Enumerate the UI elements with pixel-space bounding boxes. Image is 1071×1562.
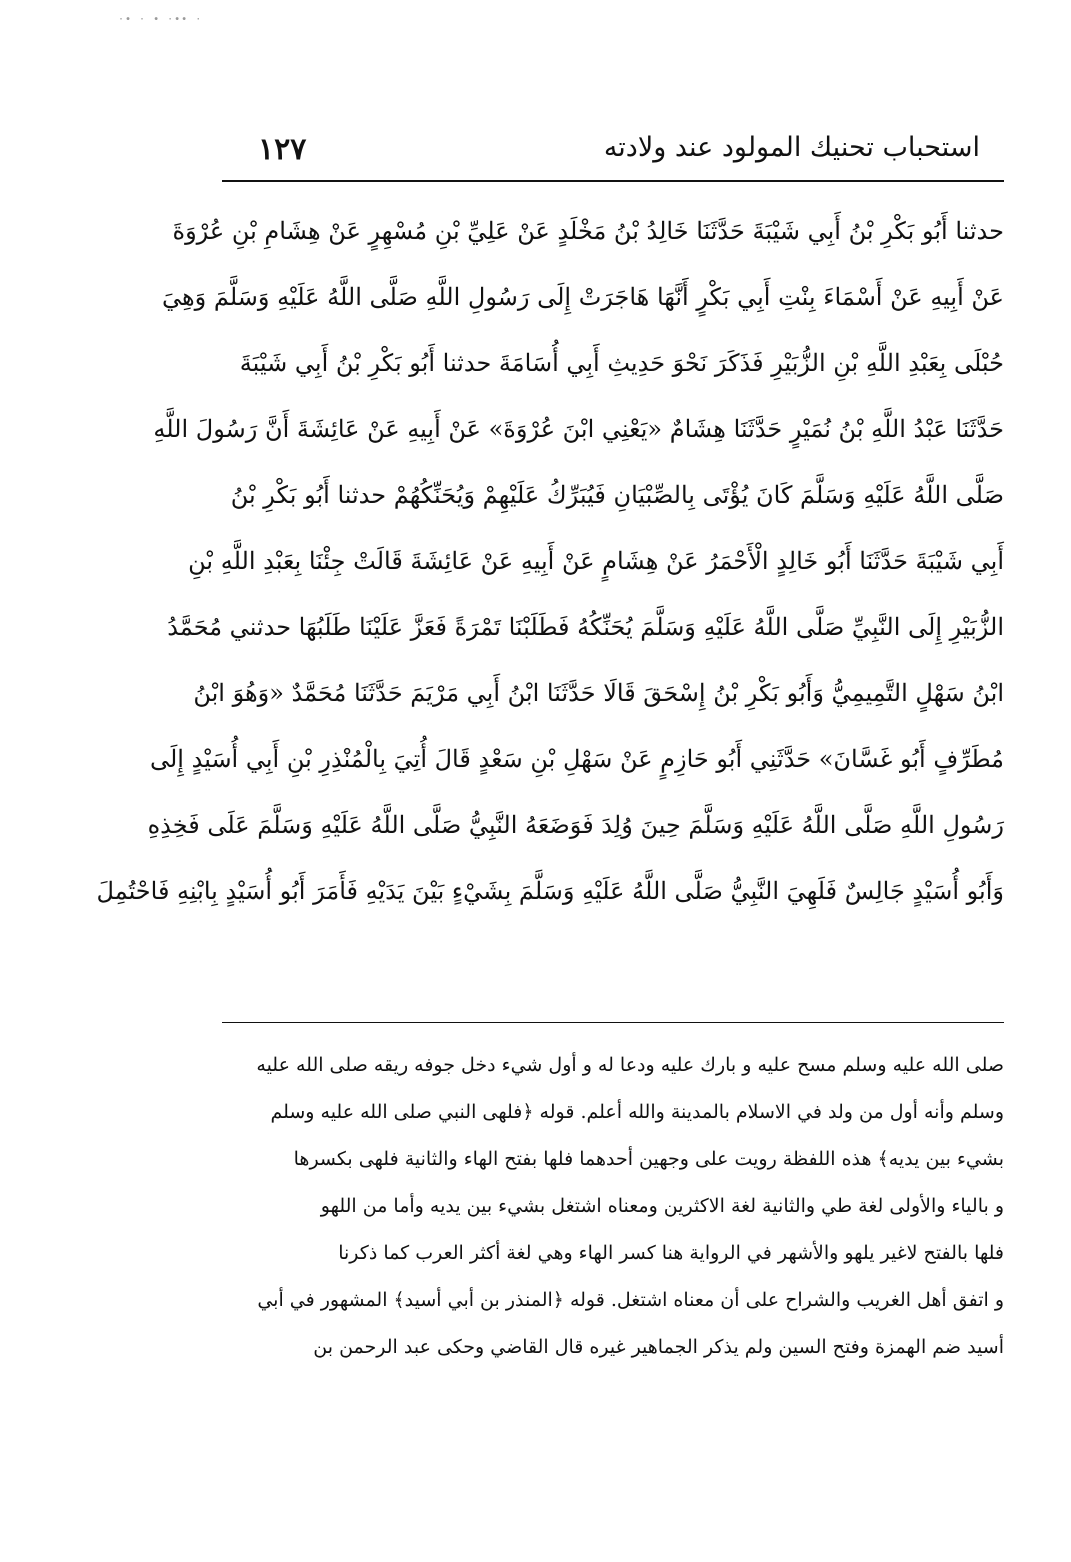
page-number: ١٢٧ [258, 132, 307, 167]
text-line: حدثنا أَبُو بَكْرِ بْنُ أَبِي شَيْبَةَ حَدَّثَنَا خَالِدُ بْنُ مَخْلَدٍ عَنْ عَلِيِّ بْنِ مُسْهِرٍ عَنْ هِشَامِ بْنِ عُرْوَةَ [172, 217, 1004, 245]
footnote-rule [222, 1022, 1004, 1023]
text-line: رَسُولِ اللَّهِ صَلَّى اللَّهُ عَلَيْهِ وَسَلَّمَ حِينَ وُلِدَ فَوَضَعَهُ النَّبِيُّ صَلَّى اللَّهُ عَلَيْهِ وَسَلَّمَ عَلَى فَخِذِهِ [147, 811, 1004, 839]
commentary-footnote [222, 1042, 1004, 1371]
text-line: وَأَبُو أُسَيْدٍ جَالِسٌ فَلَهِيَ النَّبِيُّ صَلَّى اللَّهُ عَلَيْهِ وَسَلَّمَ بِشَيْءٍ بَيْنَ يَدَيْهِ فَأَمَرَ أَبُو أُسَيْدٍ بِابْنِهِ فَاحْتُمِلَ [96, 877, 1004, 905]
text-line: ابْنُ سَهْلٍ التَّمِيمِيُّ وَأَبُو بَكْرِ بْنُ إِسْحَقَ قَالَا حَدَّثَنَا ابْنُ أَبِي مَرْيَمَ حَدَّثَنَا مُحَمَّدٌ «وَهُوَ ابْنُ [193, 679, 1004, 707]
scan-specks: ·∙ · ∙ ·∙∙ · [118, 14, 203, 25]
text-line: الزُّبَيْرِ إِلَى النَّبِيِّ صَلَّى اللَّهُ عَلَيْهِ وَسَلَّمَ يُحَنِّكُهُ فَطَلَبْنَا تَمْرَةً فَعَزَّ عَلَيْنَا طَلَبُهَا حدثني مُحَمَّدُ [167, 613, 1004, 641]
page-header [222, 130, 1004, 174]
footnote-line: فلها بالفتح لاغير يلهو والأشهر في الرواية هنا كسر الهاء وهي لغة أكثر العرب كما ذكرنا [338, 1242, 1004, 1264]
running-title: استحباب تحنيك المولود عند ولادته [603, 132, 980, 163]
footnote-line: صلى الله عليه وسلم مسح عليه و بارك عليه ودعا له و أول شيء دخل جوفه ريقه صلى الله عليه [256, 1054, 1004, 1076]
footnote-line: بشيء بين يديه﴾ هذه اللفظة رويت على وجهين أحدهما فلها بفتح الهاء والثانية فلهى بكسرها [293, 1148, 1004, 1170]
text-line: أَبِي شَيْبَةَ حَدَّثَنَا أَبُو خَالِدٍ الْأَحْمَرُ عَنْ هِشَامٍ عَنْ أَبِيهِ عَنْ عَائِشَةَ قَالَتْ جِئْنَا بِعَبْدِ اللَّهِ بْنِ [188, 547, 1004, 575]
footnote-line: أسيد ضم الهمزة وفتح السين ولم يذكر الجماهير غيره قال القاضي وحكى عبد الرحمن بن [313, 1336, 1004, 1358]
footnote-line: وسلم وأنه أول من ولد في الاسلام بالمدينة والله أعلم. قوله ﴿فلهى النبي صلى الله عليه وسلم [270, 1101, 1004, 1123]
text-line [222, 924, 1004, 990]
header-rule [222, 180, 1004, 182]
text-line: مُطَرِّفٍ أَبُو غَسَّانَ» حَدَّثَنِي أَبُو حَازِمٍ عَنْ سَهْلِ بْنِ سَعْدٍ قَالَ أُتِيَ بِالْمُنْذِرِ بْنِ أَبِي أُسَيْدٍ إِلَى [149, 745, 1004, 773]
text-line: عَنْ أَبِيهِ عَنْ أَسْمَاءَ بِنْتِ أَبِي بَكْرٍ أَنَّهَا هَاجَرَتْ إِلَى رَسُولِ اللَّهِ صَلَّى اللَّهُ عَلَيْهِ وَسَلَّمَ وَهِيَ [161, 283, 1004, 311]
text-line: حُبْلَى بِعَبْدِ اللَّهِ بْنِ الزُّبَيْرِ فَذَكَرَ نَحْوَ حَدِيثِ أَبِي أُسَامَةَ حدثنا أَبُو بَكْرِ بْنُ أَبِي شَيْبَةَ [239, 349, 1004, 377]
hadith-text [96, 198, 1004, 990]
footnote-line: و اتفق أهل الغريب والشراح على أن معناه اشتغل. قوله ﴿المنذر بن أبي أسيد﴾ المشهور في أبي [257, 1289, 1004, 1311]
text-line: صَلَّى اللَّهُ عَلَيْهِ وَسَلَّمَ كَانَ يُؤْتَى بِالصِّبْيَانِ فَيُبَرِّكُ عَلَيْهِمْ وَيُحَنِّكُهُمْ حدثنا أَبُو بَكْرِ بْنُ [230, 481, 1004, 509]
text-line: حَدَّثَنَا عَبْدُ اللَّهِ بْنُ نُمَيْرٍ حَدَّثَنَا هِشَامٌ «يَعْنِي ابْنَ عُرْوَةَ» عَنْ أَبِيهِ عَنْ عَائِشَةَ أَنَّ رَسُولَ اللَّهِ [153, 415, 1004, 443]
footnote-line: و بالياء والأولى لغة طي والثانية لغة الاكثرين ومعناه اشتغل بشيء بين يديه وأما من اللهو [320, 1195, 1004, 1217]
